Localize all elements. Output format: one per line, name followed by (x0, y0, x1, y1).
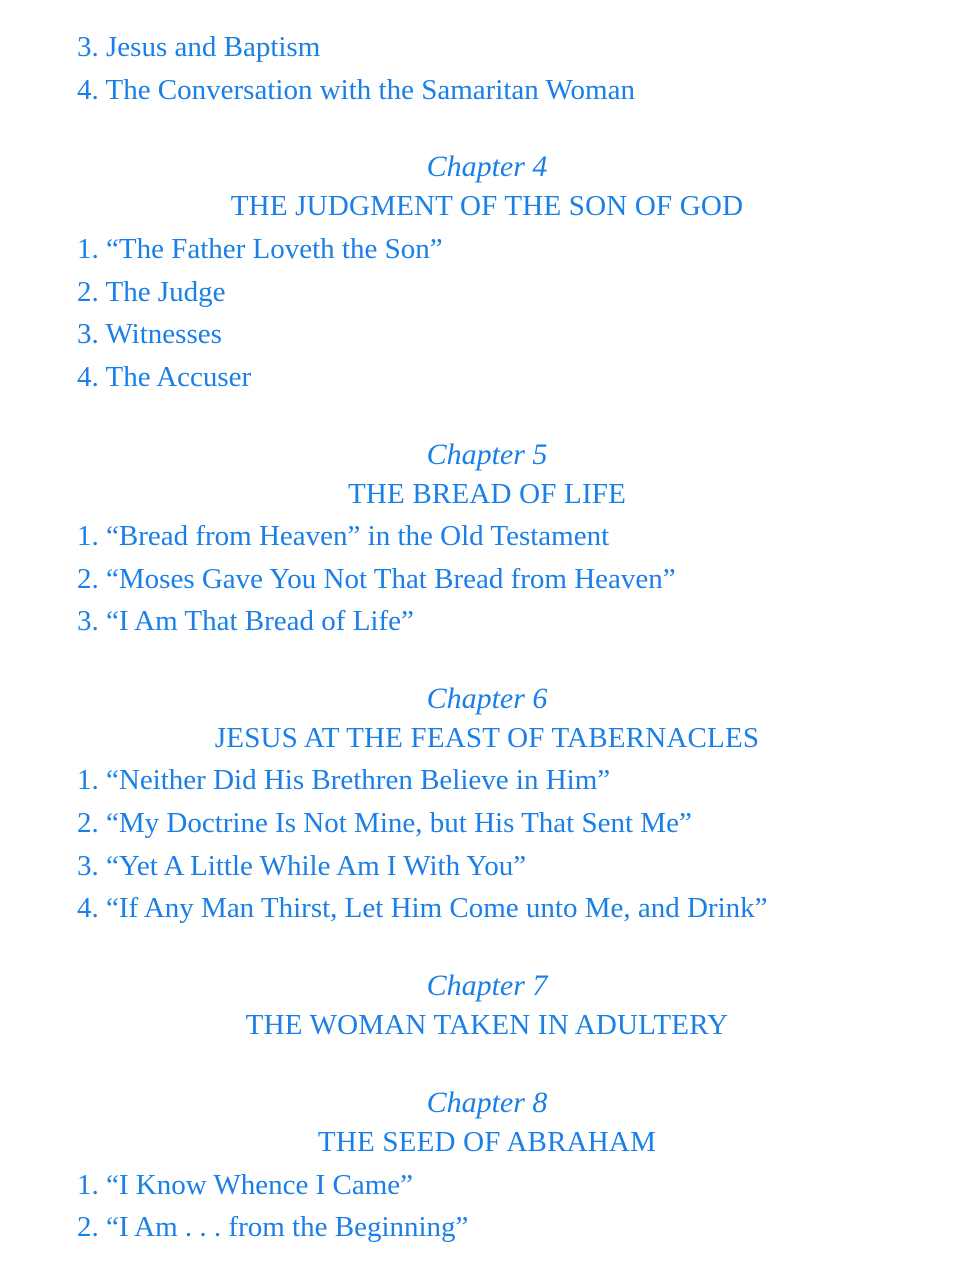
chapter-title[interactable]: JESUS AT THE FEAST OF TABERNACLES (214, 722, 760, 754)
chapter-label[interactable]: Chapter 8 (426, 1086, 548, 1119)
chapter-title[interactable]: THE WOMAN TAKEN IN ADULTERY (245, 1009, 729, 1041)
chapter-label[interactable]: Chapter 6 (426, 682, 548, 715)
toc-entry-link[interactable]: 4. “If Any Man Thirst, Let Him Come unto Me, and Drink” (77, 892, 768, 924)
toc-entry-link[interactable]: 1. “I Know Whence I Came” (77, 1169, 414, 1201)
toc-entry-link[interactable]: 3. “Yet A Little While Am I With You” (77, 850, 527, 882)
chapter-title[interactable]: THE JUDGMENT OF THE SON OF GOD (230, 190, 744, 222)
chapter-title[interactable]: THE SEED OF ABRAHAM (317, 1126, 657, 1158)
chapter-title[interactable]: THE BREAD OF LIFE (347, 478, 627, 510)
toc-entry-link[interactable]: 3. Jesus and Baptism (77, 31, 321, 63)
toc-entry-link[interactable]: 2. The Judge (77, 276, 226, 308)
toc-entry-link[interactable]: 2. “I Am . . . from the Beginning” (77, 1211, 469, 1243)
toc-entry-link[interactable]: 1. “The Father Loveth the Son” (77, 233, 443, 265)
toc-entry-link[interactable]: 1. “Bread from Heaven” in the Old Testament (77, 520, 610, 552)
toc-entry-link[interactable]: 2. “Moses Gave You Not That Bread from Heaven” (77, 563, 676, 595)
chapter-label[interactable]: Chapter 5 (426, 438, 548, 471)
toc-entry-link[interactable]: 3. “I Am That Bread of Life” (77, 605, 414, 637)
toc-entry-link[interactable]: 1. “Neither Did His Brethren Believe in Him” (77, 764, 611, 796)
toc-entry-link[interactable]: 2. “My Doctrine Is Not Mine, but His That Sent Me” (77, 807, 692, 839)
chapter-label[interactable]: Chapter 4 (426, 150, 548, 183)
toc-entry-link[interactable]: 4. The Conversation with the Samaritan Woman (77, 74, 635, 106)
chapter-label[interactable]: Chapter 7 (426, 969, 548, 1002)
toc-entry-link[interactable]: 3. Witnesses (77, 318, 222, 350)
toc-entry-link[interactable]: 4. The Accuser (77, 361, 252, 393)
